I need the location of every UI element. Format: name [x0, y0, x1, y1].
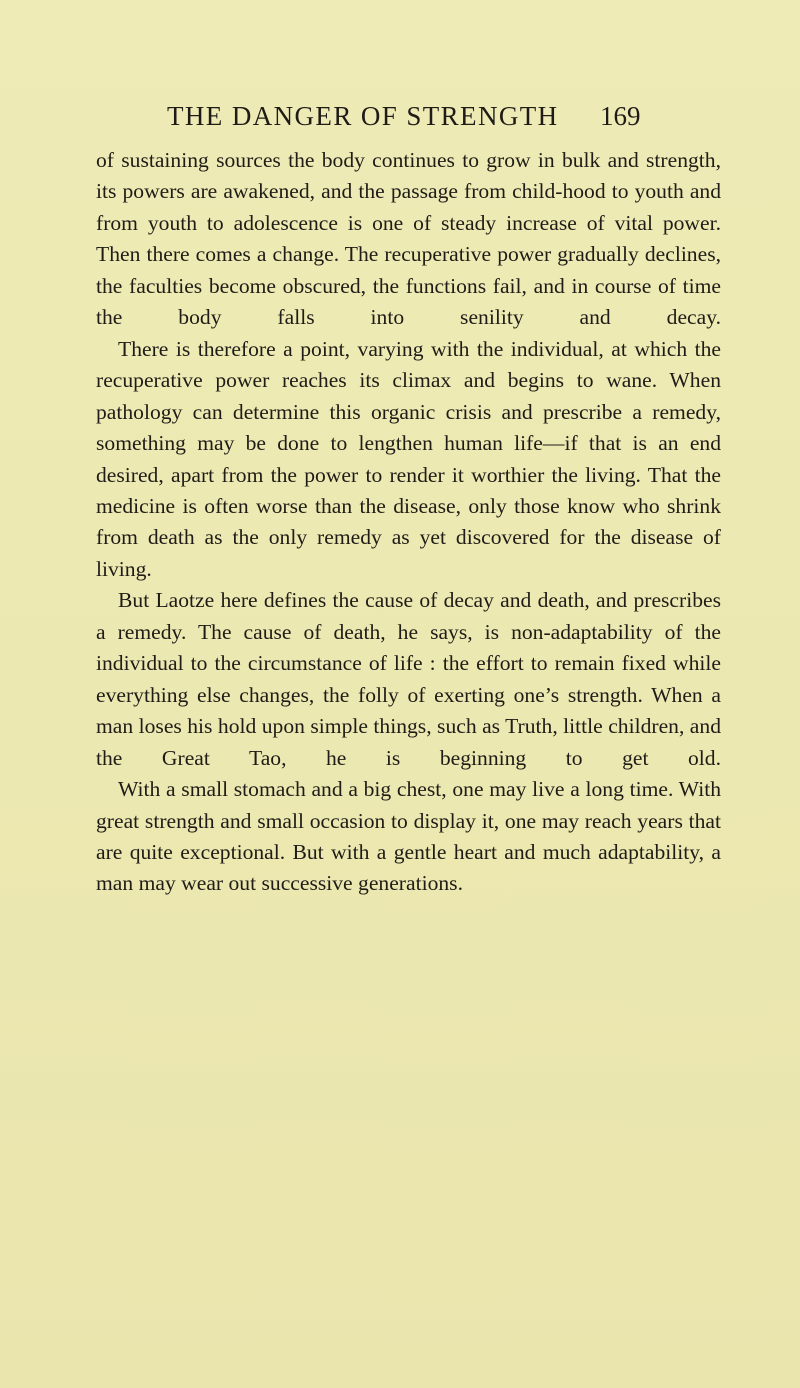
paragraph-cause-of-decay: But Laotze here defines the cause of decay and death, and prescribes a remedy. The cause of death, he says, is non-adaptability of the individual to the circumstance of life : the effort to remain fixed while everything else changes, the folly of exerting one’s strength. When a man loses his hold upon simple things, such as Truth, little children, and the Great Tao, he is beginning to get old.	[96, 588, 721, 770]
chapter-title: THE DANGER OF STRENGTH	[167, 101, 559, 131]
body-text	[96, 145, 721, 900]
page-number: 169	[600, 101, 641, 131]
running-header	[0, 96, 800, 136]
paragraph-long-life: With a small stomach and a big chest, one may live a long time. With great strength and small occasion to display it, one may reach years that are quite exceptional. But with a gentle heart and much adaptability, a man may wear out successive generations.	[96, 777, 721, 896]
paragraph-continuation: of sustaining sources the body continues to grow in bulk and strength, its powers are awakened, and the passage from child-hood to youth and from youth to adolescence is one of steady increase of vital power. Then there comes a change. The recuperative power gradually declines, the faculties become obscured, the functions fail, and in course of time the body falls into senility and decay.	[96, 148, 721, 330]
paragraph-point-of-decline: There is therefore a point, varying with the individual, at which the recuperative power reaches its climax and begins to wane. When pathology can determine this organic crisis and prescribe a remedy, something may be done to lengthen human life—if that is an end desired, apart from the power to render it worthier the living. That the medicine is often worse than the disease, only those know who shrink from death as the only remedy as yet discovered for the disease of living.	[96, 336, 721, 581]
